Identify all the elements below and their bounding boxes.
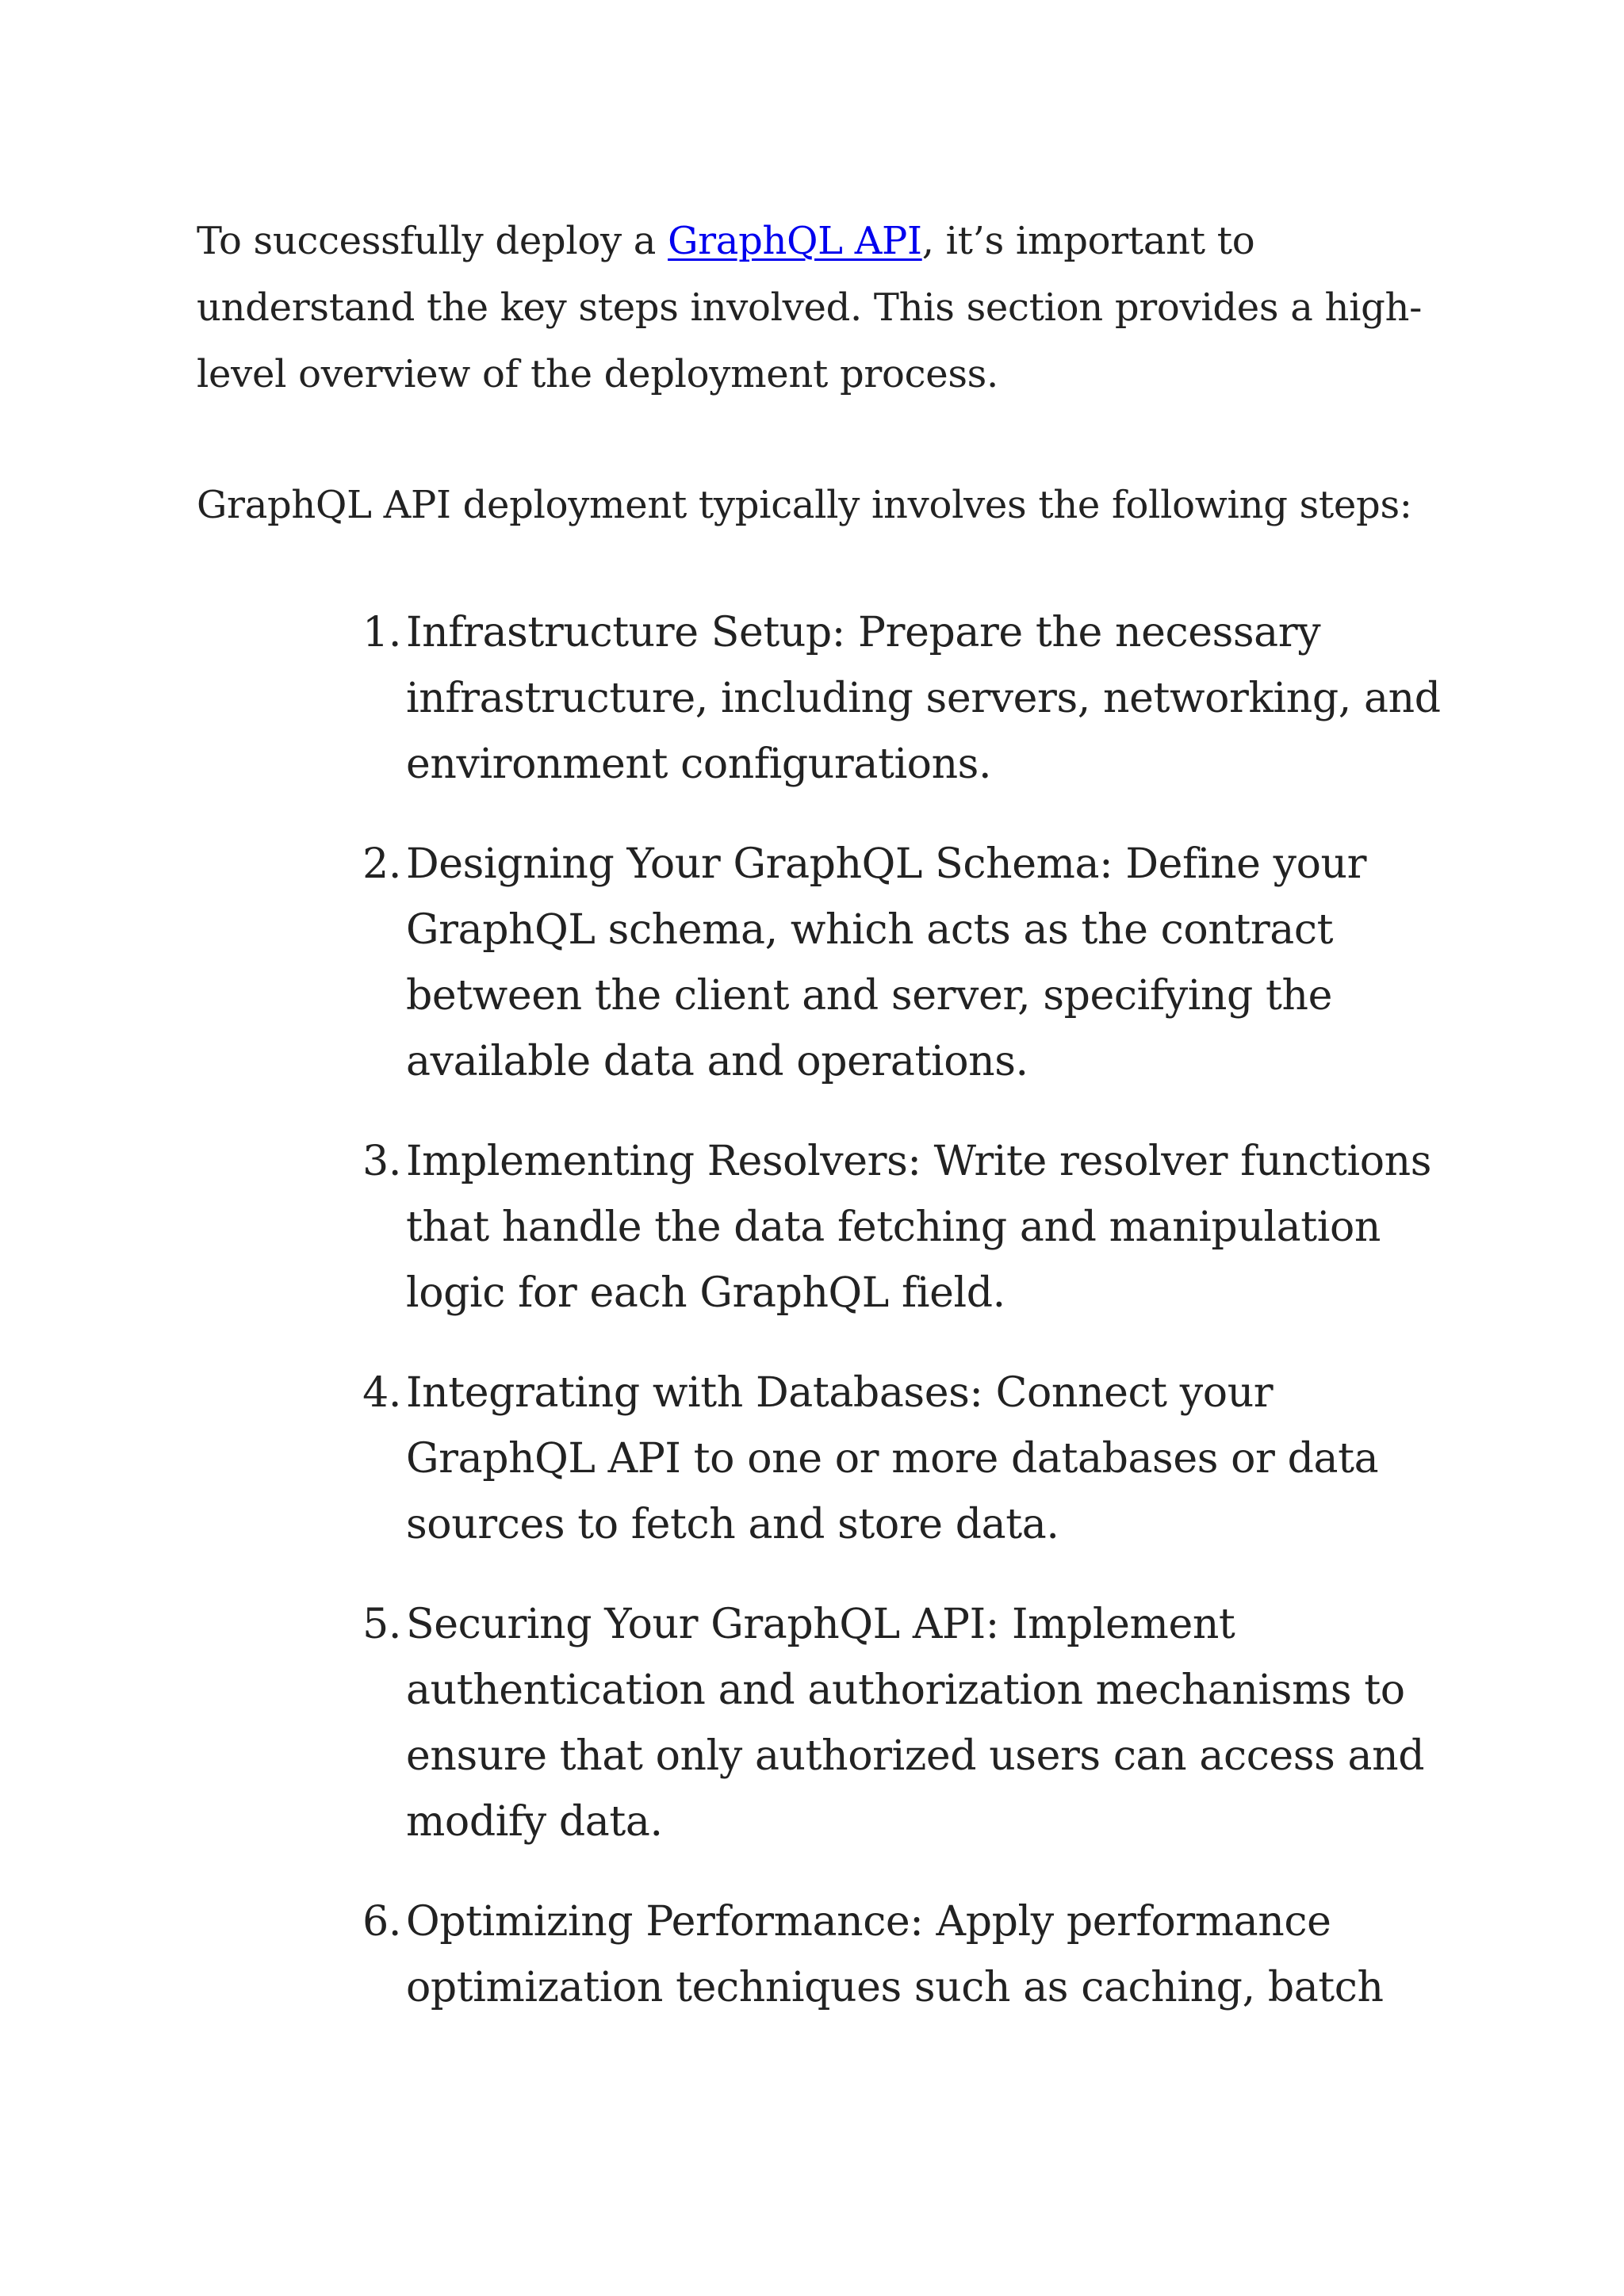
step-number: 1. (362, 609, 401, 656)
intro-paragraph (197, 208, 1465, 408)
steps-lead-paragraph: GraphQL API deployment typically involves the following steps: (197, 483, 1412, 527)
list-item-designing-schema (362, 832, 1453, 1095)
step-text: Implementing Resolvers: Write resolver functions that handle the data fetching and manipulation logic for each GraphQL field. (406, 1138, 1431, 1317)
list-item-implementing-resolvers (362, 1129, 1453, 1326)
step-number: 3. (362, 1138, 401, 1185)
list-item-integrating-databases (362, 1360, 1453, 1558)
step-text: Optimizing Performance: Apply performance optimization techniques such as caching, batch (406, 1898, 1384, 2011)
deployment-steps-list (362, 600, 1453, 2055)
step-number: 6. (362, 1898, 401, 1946)
list-item-optimizing-performance (362, 1889, 1453, 2021)
list-item-securing-api (362, 1592, 1453, 1855)
step-number: 4. (362, 1369, 401, 1417)
step-text: Integrating with Databases: Connect your GraphQL API to one or more databases or data sources to fetch and store data. (406, 1369, 1379, 1548)
graphql-api-link[interactable]: GraphQL API (668, 219, 922, 263)
step-number: 2. (362, 840, 401, 888)
step-text: Designing Your GraphQL Schema: Define your GraphQL schema, which acts as the contract between the client and server, specifying the available data and operations. (406, 840, 1367, 1085)
step-number: 5. (362, 1601, 401, 1648)
intro-text-before-link: To successfully deploy a (197, 219, 668, 263)
step-text: Securing Your GraphQL API: Implement authentication and authorization mechanisms to ensure that only authorized users can access and modify data. (406, 1601, 1425, 1846)
intro-text-after-link: , it’s important to understand the key steps involved. This section provides a high-level overview of the deployment process. (197, 219, 1423, 396)
step-text: Infrastructure Setup: Prepare the necessary infrastructure, including servers, networking, and environment configurations. (406, 609, 1441, 788)
list-item-infrastructure-setup (362, 600, 1453, 798)
